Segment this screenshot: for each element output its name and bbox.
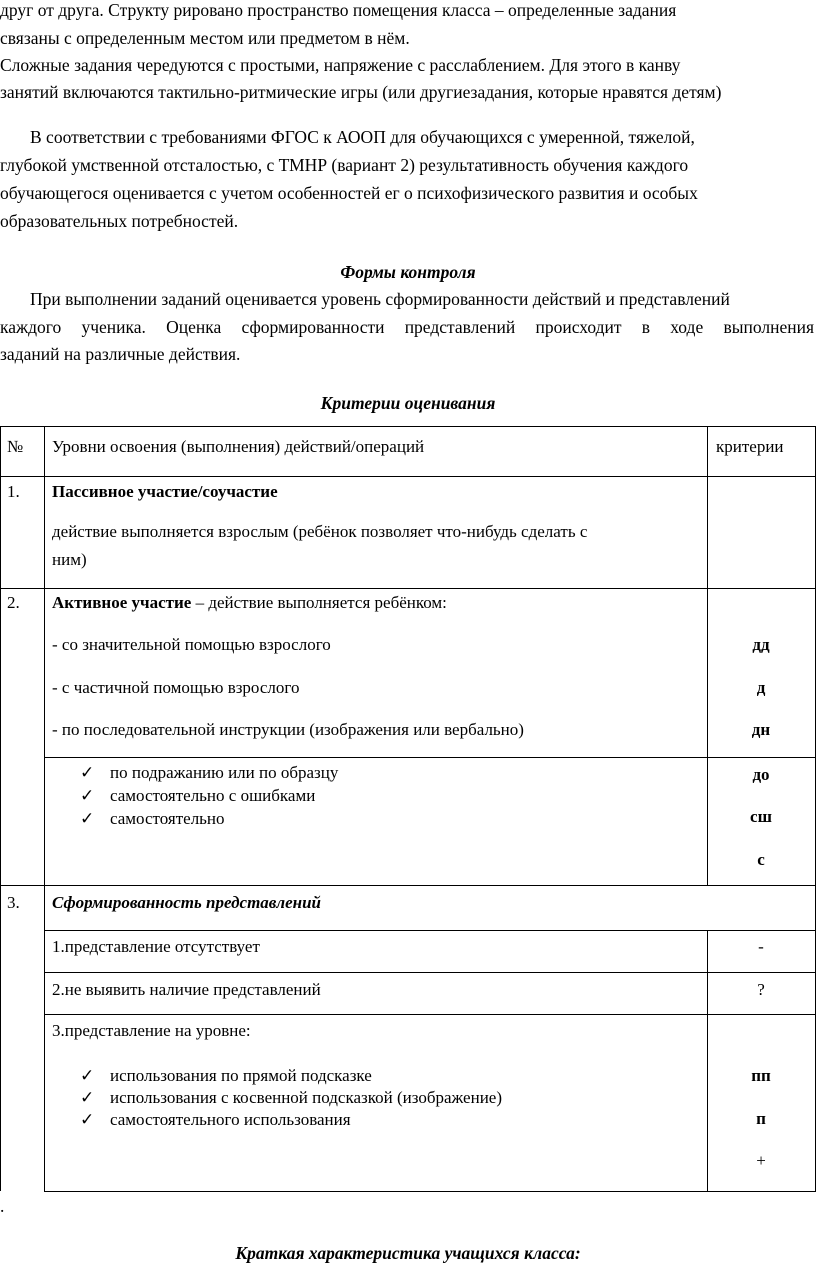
check-icon: ✓ [80,809,95,828]
row2-check-3-criteria: с [757,850,765,869]
check-icon: ✓ [80,1110,95,1129]
row3-check-1-label: использования по прямой подсказке [110,1066,372,1085]
row3-sub-1: 1.представление отсутствует [52,937,260,956]
para1-line2: связаны с определенным местом или предметом в нём. [0,28,410,48]
row3-check-3 [80,1111,351,1128]
row3-check-1-criteria: пп [751,1066,771,1085]
header-num: № [7,437,24,456]
row3-check-2-criteria: п [756,1109,766,1128]
para2-line2: глубокой умственной отсталостью, с ТМНР (вариант 2) результативность обучения каждого [0,155,689,175]
row1-desc-line1: действие выполняется взрослым (ребёнок позволяет что-нибудь сделать с [52,522,588,541]
row2-title-line [52,594,447,611]
heading-brief-characteristics: Краткая характеристика учащихся класса: [235,1243,581,1263]
row1-title: Пассивное участие/соучастие [52,482,278,501]
row2-check-1-criteria: до [752,765,770,784]
check-icon: ✓ [80,763,95,782]
row2-check-3 [80,810,225,827]
para1-line3: Сложные задания чередуются с простыми, напряжение с расслаблением. Для этого в канву [0,55,681,75]
row3-sub-2-criteria: ? [757,980,765,999]
para3-line2: каждого ученика. Оценка сформированности представлений происходит в ходе выполнения [0,317,814,337]
row3-check-2 [80,1089,502,1106]
para1-line1: друг от друга. Структу рировано пространство помещения класса – определенные задания [0,0,677,20]
heading-forms-control: Формы контроля [340,262,476,282]
row2-num: 2. [7,593,20,612]
row1-desc-line2: ним) [52,550,87,569]
para3-line3: заданий на различные действия. [0,344,241,364]
row3-sub-3: 3.представление на уровне: [52,1021,251,1040]
para3-line1: При выполнении заданий оценивается уровень сформированности действий и представлений [30,289,730,309]
row3-check-2-label: использования с косвенной подсказкой (изображение) [110,1088,503,1107]
stray-dot: . [0,1196,5,1216]
row2-check-1 [80,764,338,781]
row3-check-3-label: самостоятельного использования [110,1110,351,1129]
para2-line1: В соответствии с требованиями ФГОС к АООП для обучающихся с умеренной, тяжелой, [30,127,695,147]
row2-item-2-criteria: д [756,678,766,697]
row2-check-2-criteria: сш [750,807,772,826]
row2-item-1: - со значительной помощью взрослого [52,635,331,654]
row2-title: Активное участие [52,593,192,612]
row2-check-2 [80,787,315,804]
row3-check-3-criteria: + [756,1151,766,1170]
check-icon: ✓ [80,1088,95,1107]
row2-check-3-label: самостоятельно [110,809,225,828]
check-icon: ✓ [80,786,95,805]
header-criteria: критерии [716,437,784,456]
row2-item-3-criteria: дн [751,720,771,739]
row2-item-3: - по последовательной инструкции (изображения или вербально) [52,720,524,739]
row2-item-1-criteria: дд [752,635,770,654]
row2-title-rest: – действие выполняется ребёнком: [191,593,447,612]
row1-num: 1. [7,482,20,501]
row2-check-1-label: по подражанию или по образцу [110,763,339,782]
row3-num: 3. [7,893,20,912]
check-icon: ✓ [80,1066,95,1085]
row2-item-2: - с частичной помощью взрослого [52,678,300,697]
row3-check-1 [80,1067,372,1084]
header-levels: Уровни освоения (выполнения) действий/операций [52,437,425,456]
para1-line4: занятий включаются тактильно-ритмические игры (или другиезадания, которые нравятся детям) [0,82,722,102]
row3-title: Сформированность представлений [52,893,322,912]
para2-line3: обучающегося оценивается с учетом особенностей ег о психофизического развития и особых [0,183,698,203]
heading-criteria: Критерии оценивания [320,393,496,413]
row3-sub-2: 2.не выявить наличие представлений [52,980,321,999]
row2-check-2-label: самостоятельно с ошибками [110,786,316,805]
row3-sub-1-criteria: - [758,937,764,956]
para2-line4: образовательных потребностей. [0,211,239,231]
